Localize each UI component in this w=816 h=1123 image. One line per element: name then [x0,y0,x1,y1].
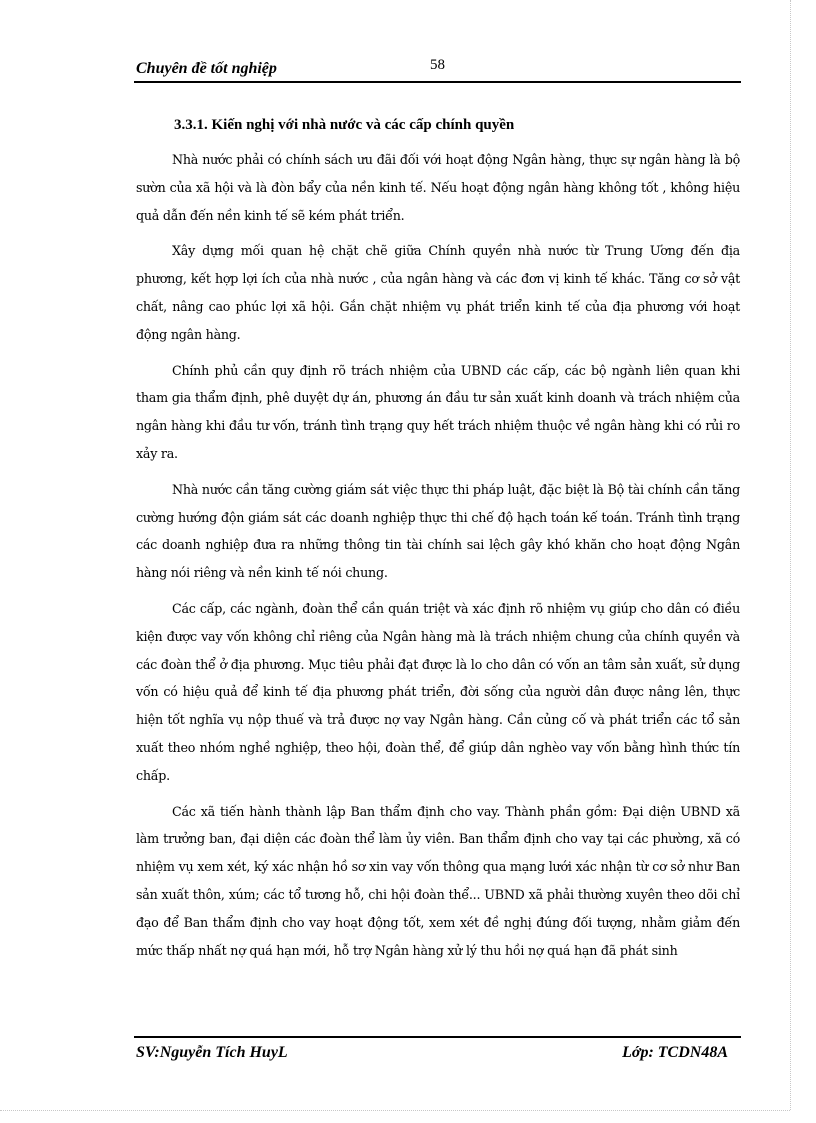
footer-divider [134,1036,741,1038]
page-frame-right [790,0,791,1110]
main-content [136,114,740,972]
paragraph: Nhà nước phải có chính sách ưu đãi đối với hoạt động Ngân hàng, thực sự ngân hàng là bộ sườn của xã hội và là đòn bẩy của nền kinh tế. Nếu hoạt động ngân hàng không tốt , không hiệu quả dẫn đến nền kinh tế sẽ kém phát triển. [136,152,740,223]
footer-class-name: Lớp: TCDN48A [622,1044,728,1061]
paragraph: Các xã tiến hành thành lập Ban thẩm định cho vay. Thành phần gồm: Đại diện UBND xã làm trưởng ban, đại diện các đoàn thể làm ủy viên. Ban thẩm định cho vay tại các phường, xã có nhiệm vụ xem xét, ký xác nhận hồ sơ xin vay vốn thông qua mạng lưới xác nhận từ cơ sở như Ban sản xuất thôn, xúm; các tổ tương hỗ, chi hội đoàn thể... UBND xã phải thường xuyên theo dõi chỉ đạo để Ban thẩm định cho vay hoạt động tốt, xem xét đề nghị đúng đối tượng, nhằm giảm đến mức thấp nhất nợ quá hạn mới, hỗ trợ Ngân hàng xử lý thu hồi nợ quá hạn đã phát sinh [136,803,740,958]
paragraph: Chính phủ cần quy định rõ trách nhiệm của UBND các cấp, các bộ ngành liên quan khi tham gia thẩm định, phê duyệt dự án, phương án đầu tư sản xuất kinh doanh và trách nhiệm của ngân hàng khi đầu tư vốn, tránh tình trạng quy hết trách nhiệm thuộc về ngân hàng khi có rủi ro xảy ra. [136,362,740,461]
paragraph: Các cấp, các ngành, đoàn thể cần quán triệt và xác định rõ nhiệm vụ giúp cho dân có điều kiện được vay vốn không chỉ riêng của Ngân hàng mà là trách nhiệm chung của chính quyền và các đoàn thể ở địa phương. Mục tiêu phải đạt được là lo cho dân có vốn an tâm sản xuất, sử dụng vốn có hiệu quả để kinh tế địa phương phát triển, đời sống của người dân được nâng lên, thực hiện tốt nghĩa vụ nộp thuế và trả được nợ vay Ngân hàng. Cần củng cố và phát triển các tổ sản xuất theo nhóm nghề nghiệp, theo hội, đoàn thể, để giúp dân nghèo vay vốn bằng hình thức tín chấp. [136,600,740,783]
footer-student-name: SV:Nguyễn Tích HuyL [136,1044,288,1061]
page-number: 58 [430,57,445,73]
paragraph: Nhà nước cần tăng cường giám sát việc thực thi pháp luật, đặc biệt là Bộ tài chính cần tăng cường hướng độn giám sát các doanh nghiệp thực thi chế độ hạch toán kế toán. Tránh tình trạng các doanh nghiệp đưa ra những thông tin tài chính sai lệch gây khó khăn cho hoạt động Ngân hàng nói riêng và nền kinh tế nói chung. [136,481,740,581]
header-divider [134,81,741,83]
header-title: Chuyên đề tốt nghiệp [136,60,277,77]
page-frame-bottom [0,1110,790,1111]
section-heading: 3.3.1. Kiến nghị với nhà nước và các cấp chính quyền [174,117,515,133]
paragraph: Xây dựng mối quan hệ chặt chẽ giữa Chính quyền nhà nước từ Trung Ương đến địa phương, kết hợp lợi ích của nhà nước , của ngân hàng và các đơn vị kinh tế khác. Tăng cơ sở vật chất, nâng cao phúc lợi xã hội. Gắn chặt nhiệm vụ phát triển kinh tế của địa phương với hoạt động ngân hàng. [136,243,740,342]
